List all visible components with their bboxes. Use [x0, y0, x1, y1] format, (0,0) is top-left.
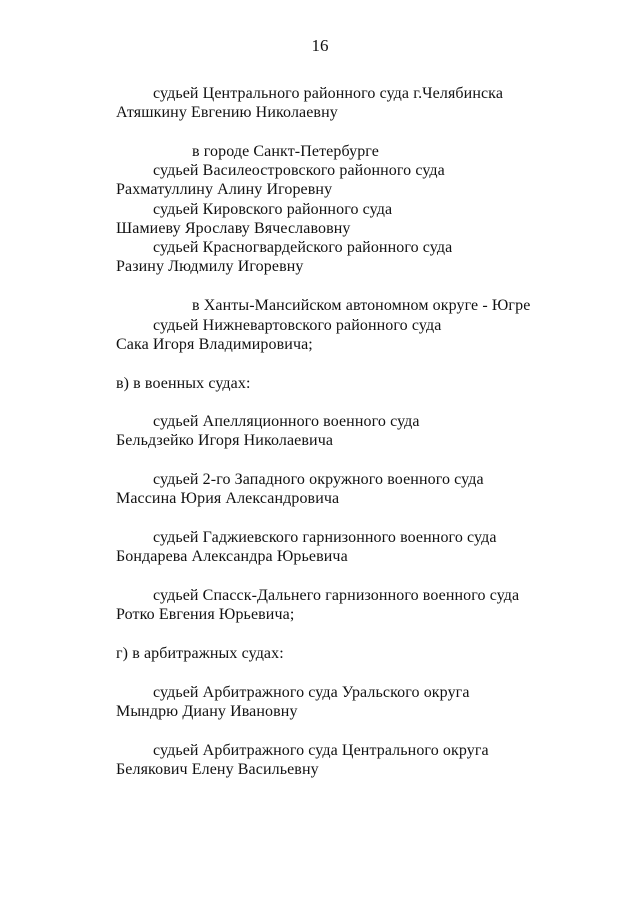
- text-line-17: Массина Юрия Александровича: [116, 490, 340, 507]
- text-line-18: судьей Гаджиевского гарнизонного военного суда: [153, 529, 497, 546]
- text-line-21: Ротко Евгения Юрьевича;: [116, 606, 295, 623]
- text-line-8: судьей Красногвардейского районного суда: [153, 239, 453, 256]
- text-line-20: судьей Спасск-Дальнего гарнизонного военного суда: [153, 587, 520, 604]
- text-line-6: судьей Кировского районного суда: [153, 201, 393, 218]
- text-line-13: в) в военных судах:: [116, 375, 251, 392]
- text-line-9: Разину Людмилу Игоревну: [116, 258, 304, 275]
- text-line-10: в Ханты-Мансийском автономном округе - Югре: [192, 297, 531, 314]
- text-line-19: Бондарева Александра Юрьевича: [116, 548, 348, 565]
- text-line-15: Бельдзейко Игоря Николаевича: [116, 432, 334, 449]
- text-line-14: судьей Апелляционного военного суда: [153, 413, 420, 430]
- text-line-16: судьей 2-го Западного окружного военного суда: [153, 471, 484, 488]
- text-line-1: судьей Центрального районного суда г.Челябинска: [153, 85, 504, 102]
- text-line-22: г) в арбитражных судах:: [116, 645, 284, 662]
- page-number: 16: [311, 36, 329, 55]
- text-line-23: судьей Арбитражного суда Уральского округа: [153, 684, 470, 701]
- text-line-3: в городе Санкт-Петербурге: [192, 143, 379, 160]
- text-line-2: Атяшкину Евгению Николаевну: [116, 104, 338, 121]
- text-line-12: Сака Игоря Владимировича;: [116, 336, 313, 353]
- text-line-5: Рахматуллину Алину Игоревну: [116, 181, 333, 198]
- text-line-11: судьей Нижневартовского районного суда: [153, 317, 442, 334]
- text-line-26: Белякович Елену Васильевну: [116, 761, 319, 778]
- text-line-24: Мындрю Диану Ивановну: [116, 703, 298, 720]
- text-line-25: судьей Арбитражного суда Центрального округа: [153, 742, 489, 759]
- text-line-4: судьей Василеостровского районного суда: [153, 162, 445, 179]
- text-line-7: Шамиеву Ярославу Вячеславовну: [116, 220, 351, 237]
